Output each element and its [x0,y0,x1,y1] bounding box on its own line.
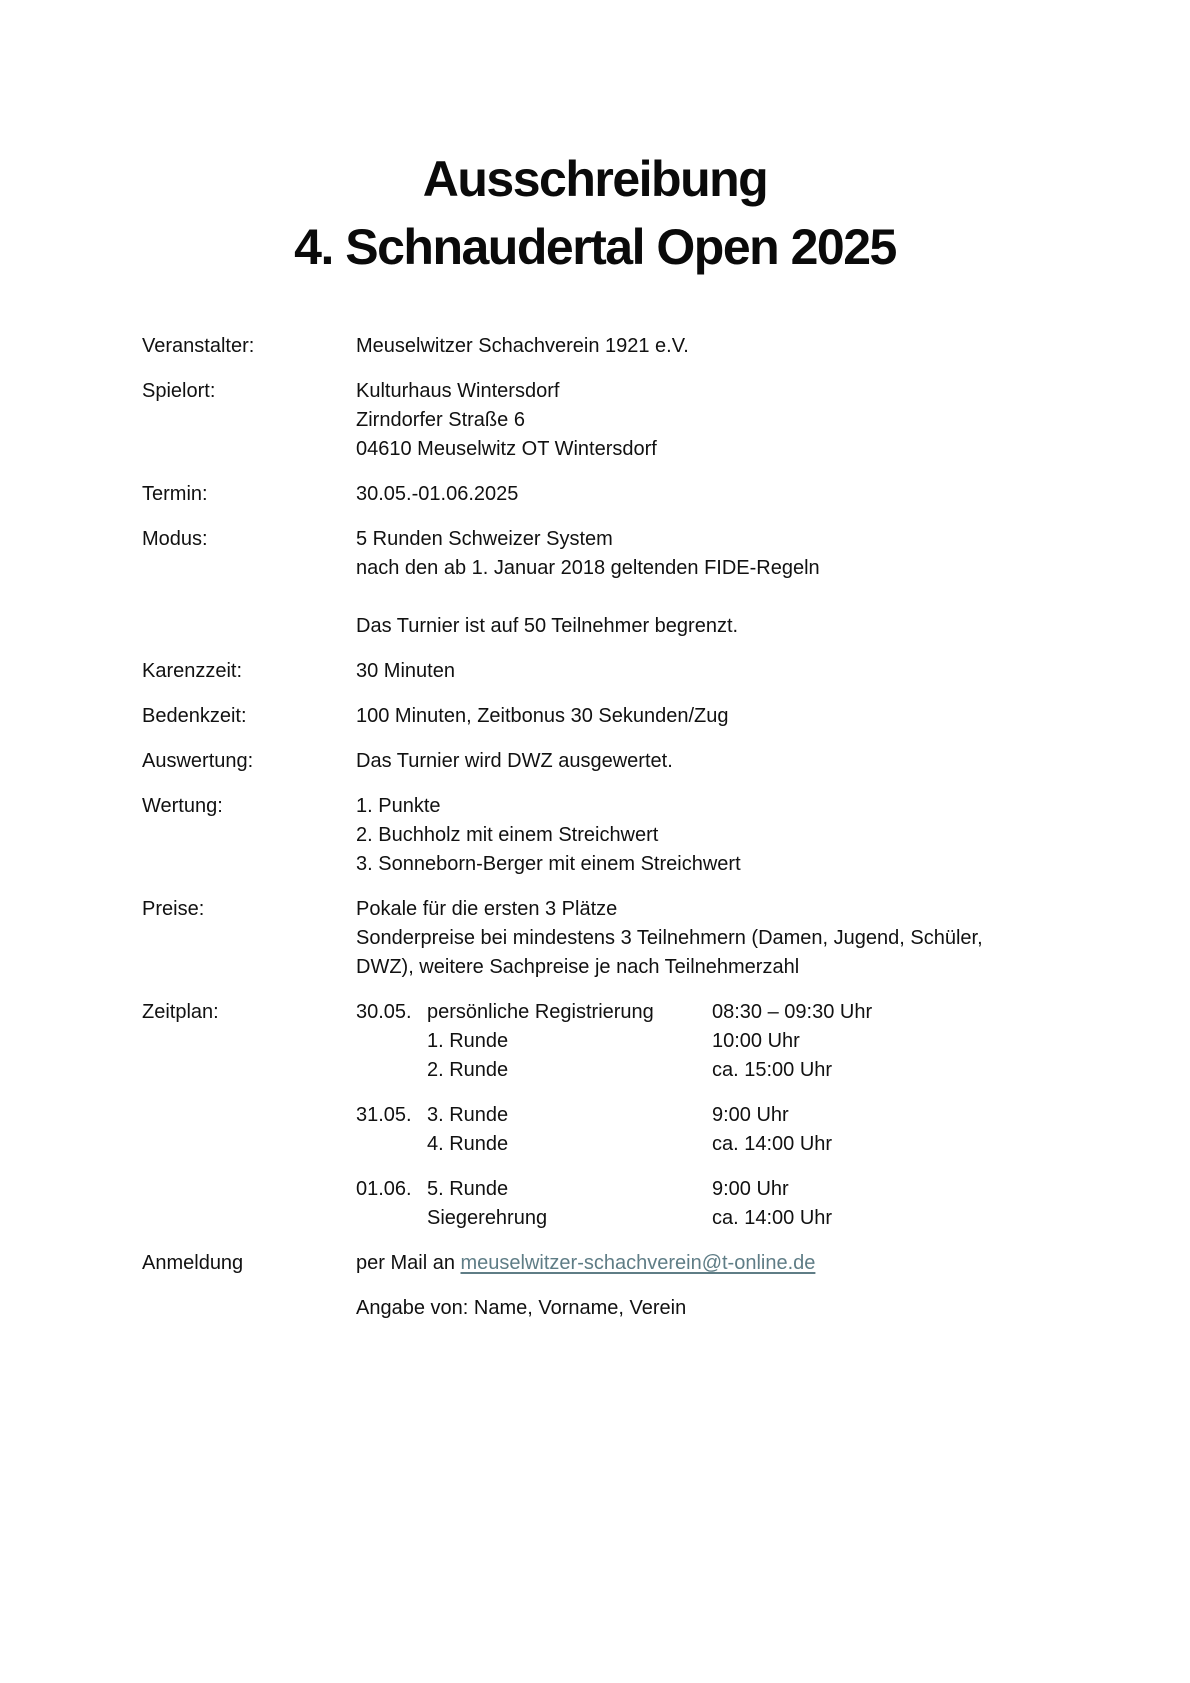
label-modus: Modus: [142,528,208,550]
schedule-event: 2. Runde [427,1059,509,1081]
value-wertung [356,792,1042,879]
details-section [142,332,1042,1339]
schedule-date-empty [356,1130,427,1159]
schedule-day [356,1101,1042,1159]
value-spielort [356,377,1042,464]
schedule-event: 1. Runde [427,1030,509,1052]
anmeldung-line [356,1249,1042,1278]
value-modus [356,525,1042,641]
preise-line: Sonderpreise bei mindestens 3 Teilnehmern (Damen, Jugend, Schüler, [356,927,983,949]
schedule-row [356,1175,1042,1204]
wertung-line: 1. Punkte [356,795,441,817]
row-zeitplan [142,998,1042,1233]
email-link[interactable]: meuselwitzer-schachverein@t-online.de [460,1252,816,1274]
label-zeitplan: Zeitplan: [142,1001,219,1023]
preise-line: DWZ), weitere Sachpreise je nach Teilnehmerzahl [356,956,800,978]
schedule-date: 30.05. [356,1001,412,1023]
schedule-event: 4. Runde [427,1133,509,1155]
schedule-row [356,1101,1042,1130]
label-auswertung: Auswertung: [142,750,254,772]
schedule-time: 08:30 – 09:30 Uhr [712,1001,873,1023]
schedule-date-empty [356,1027,427,1056]
anmeldung-note: Angabe von: Name, Vorname, Verein [356,1297,687,1319]
value-karenzzeit [356,657,1042,686]
label-wertung: Wertung: [142,795,223,817]
schedule-event: persönliche Registrierung [427,1001,654,1023]
schedule-date: 31.05. [356,1104,412,1126]
schedule-time: ca. 14:00 Uhr [712,1133,833,1155]
value-veranstalter [356,332,1042,361]
row-veranstalter [142,332,1042,361]
modus-spacer [356,583,1042,612]
spielort-line: Zirndorfer Straße 6 [356,409,525,431]
label-karenzzeit: Karenzzeit: [142,660,243,682]
auswertung-text: Das Turnier wird DWZ ausgewertet. [356,750,673,772]
schedule-time: ca. 15:00 Uhr [712,1059,833,1081]
spielort-line: 04610 Meuselwitz OT Wintersdorf [356,438,657,460]
modus-line: 5 Runden Schweizer System [356,528,613,550]
schedule-row [356,1130,1042,1159]
schedule-event: 3. Runde [427,1104,509,1126]
row-modus [142,525,1042,641]
termin-text: 30.05.-01.06.2025 [356,483,519,505]
title-line-1: Ausschreibung [422,151,768,207]
schedule [356,998,1042,1233]
schedule-day [356,1175,1042,1233]
schedule-time: 10:00 Uhr [712,1030,800,1052]
modus-note: Das Turnier ist auf 50 Teilnehmer begrenzt. [356,615,739,637]
schedule-row [356,1056,1042,1085]
schedule-date-empty [356,1204,427,1233]
row-auswertung [142,747,1042,776]
value-anmeldung [356,1249,1042,1323]
row-spielort [142,377,1042,464]
karenzzeit-text: 30 Minuten [356,660,455,682]
bedenkzeit-text: 100 Minuten, Zeitbonus 30 Sekunden/Zug [356,705,729,727]
schedule-date-empty [356,1056,427,1085]
schedule-time: ca. 14:00 Uhr [712,1207,833,1229]
schedule-date: 01.06. [356,1178,412,1200]
label-termin: Termin: [142,483,208,505]
row-preise [142,895,1042,982]
label-veranstalter: Veranstalter: [142,335,255,357]
schedule-time: 9:00 Uhr [712,1104,789,1126]
row-karenzzeit [142,657,1042,686]
modus-line: nach den ab 1. Januar 2018 geltenden FIDE-Regeln [356,557,820,579]
row-termin [142,480,1042,509]
label-anmeldung: Anmeldung [142,1252,244,1274]
value-auswertung [356,747,1042,776]
schedule-event: Siegerehrung [427,1207,548,1229]
wertung-line: 2. Buchholz mit einem Streichwert [356,824,659,846]
value-termin [356,480,1042,509]
row-wertung [142,792,1042,879]
spielort-line: Kulturhaus Wintersdorf [356,380,560,402]
page-title [0,145,1190,281]
label-bedenkzeit: Bedenkzeit: [142,705,247,727]
anmeldung-prefix: per Mail an [356,1252,461,1274]
label-preise: Preise: [142,898,205,920]
schedule-day [356,998,1042,1085]
schedule-time: 9:00 Uhr [712,1178,789,1200]
schedule-event: 5. Runde [427,1178,509,1200]
preise-line: Pokale für die ersten 3 Plätze [356,898,618,920]
wertung-line: 3. Sonneborn-Berger mit einem Streichwert [356,853,741,875]
value-bedenkzeit [356,702,1042,731]
schedule-row [356,1027,1042,1056]
row-bedenkzeit [142,702,1042,731]
value-preise [356,895,1042,982]
label-spielort: Spielort: [142,380,216,402]
row-anmeldung [142,1249,1042,1323]
schedule-row [356,1204,1042,1233]
schedule-row [356,998,1042,1027]
veranstalter-text: Meuselwitzer Schachverein 1921 e.V. [356,335,689,357]
title-line-2: 4. Schnaudertal Open 2025 [294,219,896,275]
